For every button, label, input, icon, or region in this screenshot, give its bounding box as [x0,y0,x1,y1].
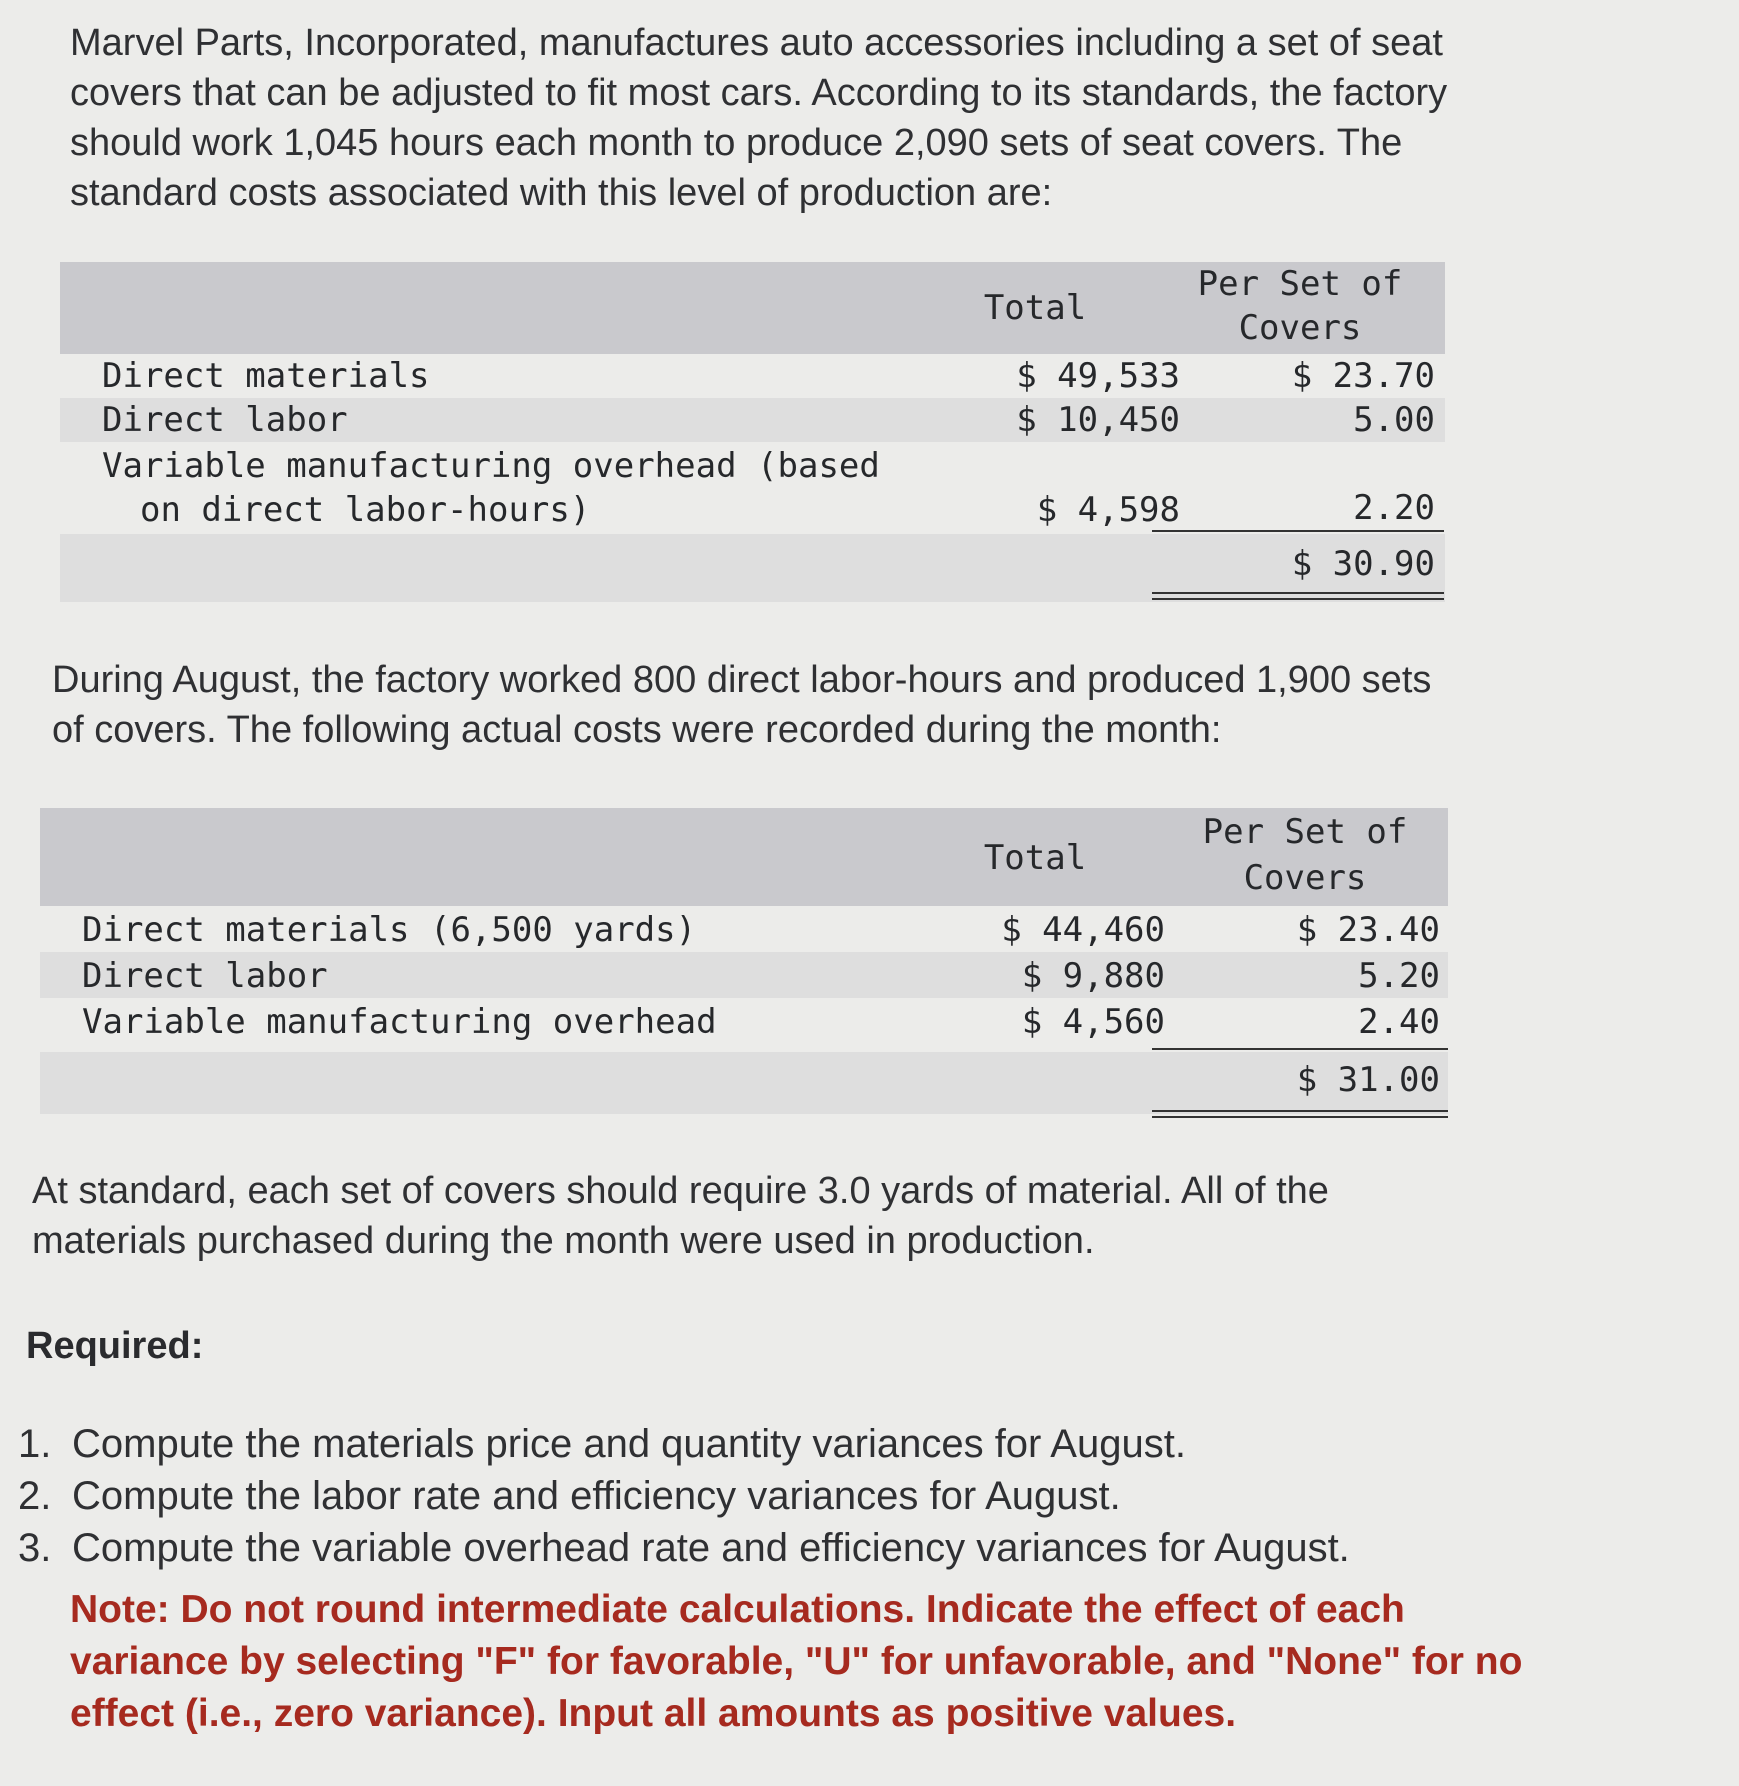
row-label: Direct materials (6,500 yards) [82,910,697,950]
table-row [60,442,1445,532]
note-line: Note: Do not round intermediate calculations. Indicate the effect of each [70,1588,1405,1631]
august-line: of covers. The following actual costs were recorded during the month: [52,709,1222,751]
row-per-set: 5.00 [1353,400,1435,440]
standard-note-line: At standard, each set of covers should require 3.0 yards of material. All of the [32,1170,1329,1212]
row-total: $ 9,880 [1021,956,1165,996]
row-label-line2: on direct labor-hours) [140,490,591,530]
header-total: Total [983,838,1087,878]
row-label-line1: Variable manufacturing overhead (based [102,446,880,486]
row-per-set: 5.20 [1358,956,1440,996]
required-list [18,1418,1350,1574]
total-double-rule [1152,592,1444,600]
august-line: During August, the factory worked 800 direct labor-hours and produced 1,900 sets [52,659,1432,701]
note-line: effect (i.e., zero variance). Input all amounts as positive values. [70,1692,1237,1735]
intro-line: standard costs associated with this level of production are: [70,172,1053,214]
list-item [18,1522,1350,1574]
list-item [18,1470,1350,1522]
standard-note-paragraph [32,1166,1329,1266]
total-row [40,1052,1448,1114]
subtotal-rule [1152,530,1444,532]
row-total: $ 4,598 [1036,490,1180,530]
list-item-number: 3. [18,1526,52,1570]
total-double-rule [1152,1110,1448,1118]
required-heading: Required: [26,1325,204,1367]
table-row [40,998,1448,1044]
row-label: Direct materials [102,356,430,396]
subtotal-rule [1152,1048,1448,1050]
row-per-set: $ 23.70 [1291,356,1435,396]
table-row [40,906,1448,952]
row-total: $ 49,533 [1016,356,1180,396]
row-label: Direct labor [82,956,328,996]
total-per-set: $ 30.90 [1291,544,1435,584]
header-total: Total [983,288,1087,328]
table-row [40,952,1448,998]
actual-cost-table [40,808,1448,1114]
intro-line: Marvel Parts, Incorporated, manufactures auto accessories including a set of seat [70,22,1443,64]
intro-paragraph [70,18,1447,218]
list-item-text: Compute the labor rate and efficiency variances for August. [72,1474,1121,1518]
august-paragraph [52,655,1431,755]
row-per-set: 2.20 [1353,488,1435,528]
row-label: Direct labor [102,400,348,440]
total-per-set: $ 31.00 [1296,1060,1440,1100]
row-per-set: 2.40 [1358,1002,1440,1042]
note-line: variance by selecting "F" for favorable, "U" for unfavorable, and "None" for no [70,1640,1523,1683]
list-item-text: Compute the materials price and quantity variances for August. [72,1422,1186,1466]
standard-cost-table [60,262,1445,602]
header-per-set-line1: Per Set of [1197,264,1403,304]
row-total: $ 10,450 [1016,400,1180,440]
table-row [60,354,1445,398]
table-row [60,398,1445,442]
intro-line: covers that can be adjusted to fit most cars. According to its standards, the factory [70,72,1448,114]
row-total: $ 4,560 [1021,1002,1165,1042]
list-item-text: Compute the variable overhead rate and efficiency variances for August. [72,1526,1350,1570]
list-item-number: 1. [18,1422,52,1466]
row-per-set: $ 23.40 [1296,910,1440,950]
header-per-set-line2: Covers [1238,308,1362,348]
list-item-number: 2. [18,1474,52,1518]
header-per-set-line2: Covers [1243,858,1367,898]
row-label: Variable manufacturing overhead [82,1002,717,1042]
standard-note-line: materials purchased during the month were used in production. [32,1220,1095,1262]
intro-line: should work 1,045 hours each month to produce 2,090 sets of seat covers. The [70,122,1403,164]
list-item [18,1418,1350,1470]
row-total: $ 44,460 [1001,910,1165,950]
header-per-set-line1: Per Set of [1202,812,1408,852]
instruction-note [70,1584,1522,1740]
